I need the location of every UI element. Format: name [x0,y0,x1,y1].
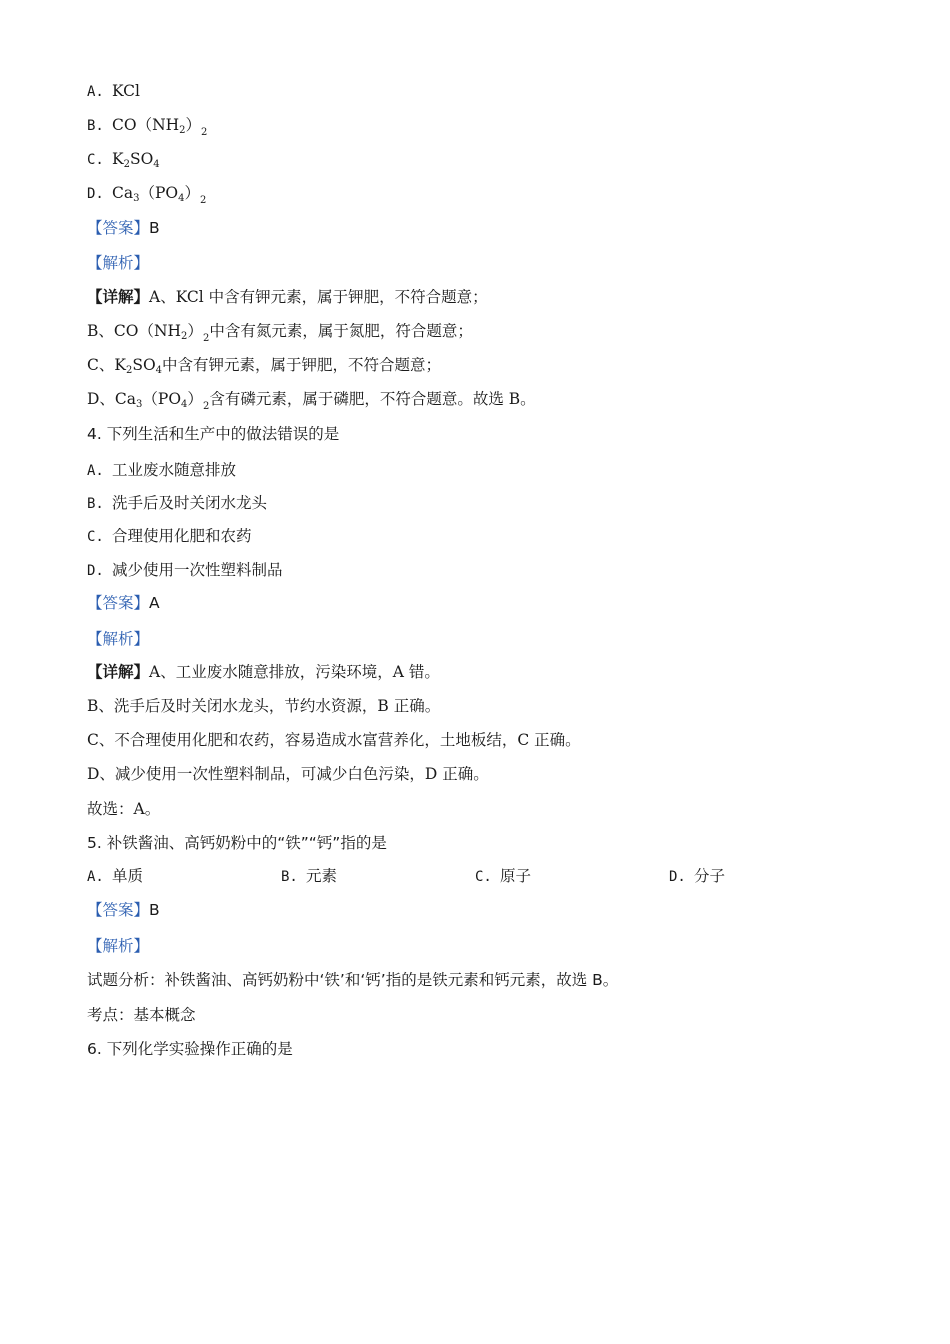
option-letter: C. [87,152,104,168]
q3-detail-c [87,355,441,381]
option-letter: D. [87,186,104,202]
q5-stem: 5. 补铁酱油、高钙奶粉中的“铁”“钙”指的是 [87,834,387,852]
detail-text: 中含有氮元素，属于氮肥，符合题意； [209,322,473,340]
q5-analysis: 试题分析：补铁酱油、高钙奶粉中‘铁’和‘钙’指的是铁元素和钙元素，故选 B。 [87,971,619,989]
answer-value: B [149,219,160,237]
subscript: 2 [201,127,208,138]
q4-conclusion: 故选：A。 [87,800,161,818]
analysis-tag: 【解析】 [87,937,150,955]
formula-part: ） [184,184,201,202]
option-text: 减少使用一次性塑料制品 [112,561,283,579]
q5-option-b [281,866,337,887]
option-letter: C. [475,869,492,885]
q3-option-a [87,81,140,102]
q3-option-d [87,183,206,211]
formula-part: K [112,150,124,168]
q4-option-b [87,493,267,514]
subscript: 4 [181,399,188,410]
option-letter: C. [87,529,104,545]
answer-value: A [149,594,160,612]
option-letter: A. [87,463,104,479]
option-text: 分子 [694,867,726,885]
subscript: 3 [136,399,143,410]
answer-value: B [149,901,160,919]
subscript: 2 [123,159,130,170]
option-letter: D. [87,563,104,579]
subscript: 4 [178,193,185,204]
q4-stem: 4. 下列生活和生产中的做法错误的是 [87,425,340,443]
q3-detail-b [87,321,473,349]
formula-part: SO [129,150,154,168]
option-letter: B. [281,869,298,885]
option-letter: D. [669,869,686,885]
subscript: 2 [202,333,210,344]
option-letter: A. [87,84,104,100]
option-text: KCl [112,82,140,100]
q4-option-a [87,460,236,481]
detail-text: B、CO（NH [87,322,182,340]
detail-tag: 【详解】 [87,287,150,306]
detail-text: A、KCl 中含有钾元素，属于钾肥，不符合题意； [149,288,488,306]
option-text: 元素 [306,867,338,885]
subscript: 4 [155,365,163,376]
detail-text: A、工业废水随意排放，污染环境，A 错。 [149,663,440,681]
q4-analysis-tag [87,629,149,649]
formula-part: ） [185,116,202,134]
q6-stem: 6. 下列化学实验操作正确的是 [87,1040,293,1058]
q5-answer [87,900,160,920]
q5-kaodian: 考点：基本概念 [87,1006,196,1024]
detail-tag: 【详解】 [87,662,150,681]
answer-tag: 【答案】 [87,594,150,612]
q4-detail-d: D、减少使用一次性塑料制品，可减少白色污染，D 正确。 [87,765,489,783]
detail-text: （PO [142,390,182,408]
q3-option-b [87,115,207,143]
q4-detail-c: C、不合理使用化肥和农药，容易造成水富营养化，土地板结，C 正确。 [87,731,581,749]
option-text: 洗手后及时关闭水龙头 [112,494,268,512]
q3-detail-d [87,389,536,417]
formula-part: Ca [112,184,134,202]
subscript: 2 [181,331,188,342]
q5-option-d [669,866,725,887]
option-letter: B. [87,118,104,134]
option-text: 工业废水随意排放 [112,461,237,479]
answer-tag: 【答案】 [87,219,150,237]
option-text: 单质 [112,867,144,885]
q3-answer [87,218,160,238]
option-text: 合理使用化肥和农药 [112,527,252,545]
q4-option-c [87,526,252,547]
detail-text: 中含有钾元素，属于钾肥，不符合题意； [162,356,442,374]
option-text: 原子 [500,867,532,885]
formula-part: （PO [139,184,179,202]
formula-part: CO（NH [112,116,180,134]
detail-text: D、Ca [87,390,137,408]
option-letter: A. [87,869,104,885]
detail-text: 含有磷元素，属于磷肥，不符合题意。故选 B。 [209,390,536,408]
q4-option-d [87,560,283,581]
q4-answer [87,593,160,613]
subscript: 2 [202,401,210,412]
q4-detail-b: B、洗手后及时关闭水龙头，节约水资源，B 正确。 [87,697,441,715]
q3-detail-a [87,287,488,307]
q5-option-a [87,866,143,887]
subscript: 2 [200,195,207,206]
detail-text: ） [187,390,203,408]
subscript: 3 [133,193,140,204]
detail-text: ） [187,322,203,340]
option-letter: B. [87,496,104,512]
detail-text: SO [132,356,156,374]
q5-option-c [475,866,531,887]
analysis-tag: 【解析】 [87,630,150,648]
analysis-tag: 【解析】 [87,254,150,272]
q4-detail-a [87,662,440,682]
subscript: 2 [125,365,133,376]
q3-option-c [87,149,160,175]
subscript: 4 [153,159,160,170]
q5-options-row [87,866,847,886]
detail-text: C、K [87,356,126,374]
q5-analysis-tag [87,936,149,956]
answer-tag: 【答案】 [87,901,150,919]
subscript: 2 [179,125,186,136]
q3-analysis-tag [87,253,149,273]
